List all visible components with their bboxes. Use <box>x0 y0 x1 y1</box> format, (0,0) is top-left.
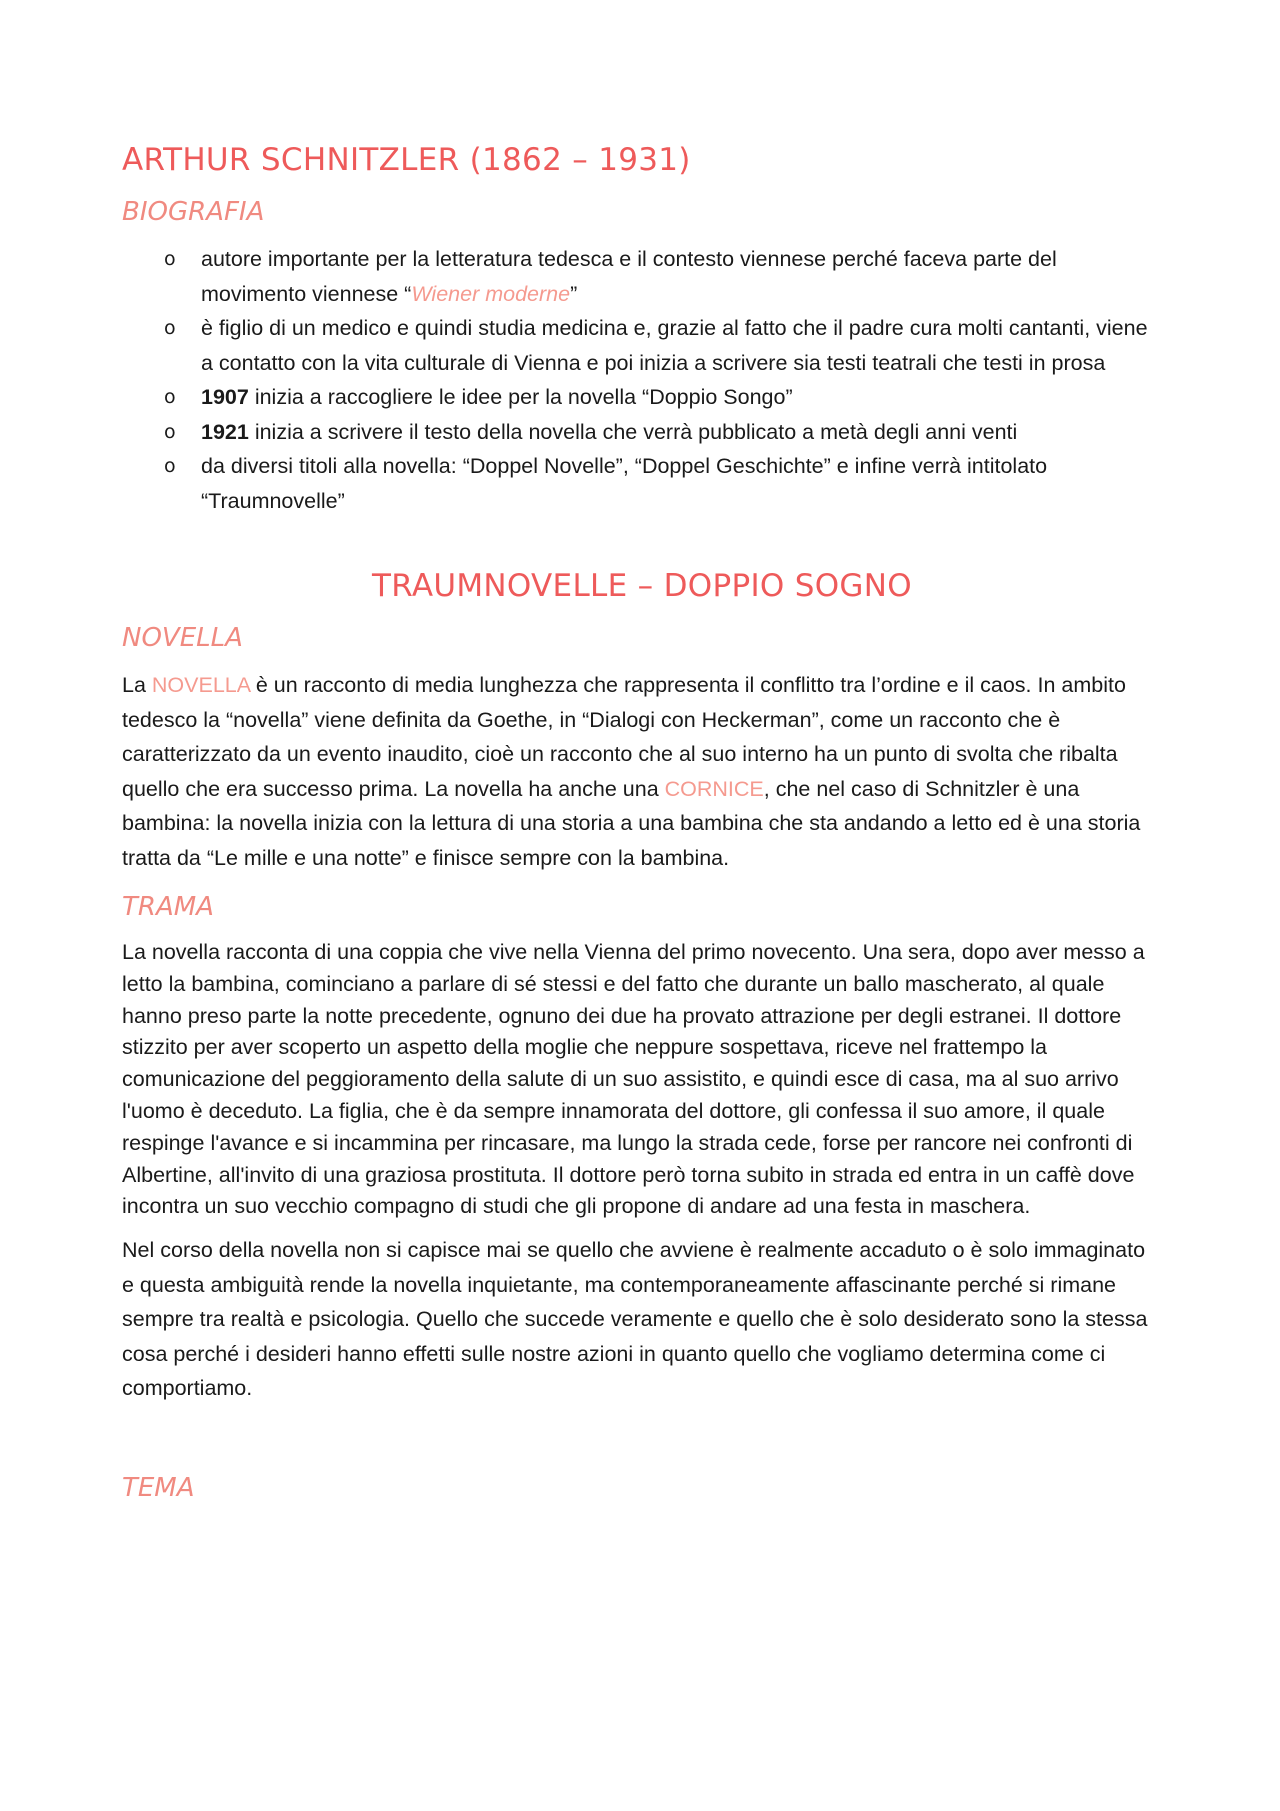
document-content <box>122 140 1162 1518</box>
section-heading-novella: NOVELLA <box>122 623 243 653</box>
section-heading-biografia: BIOGRAFIA <box>122 197 265 227</box>
bio-item-text: autore importante per la letteratura tedesca e il contesto viennese perché faceva parte del movimento viennese “ <box>201 247 1057 306</box>
document-title: ARTHUR SCHNITZLER (1862 – 1931) <box>122 142 691 178</box>
trama-paragraph-1: La novella racconta di una coppia che vive nella Vienna del primo novecento. Una sera, dopo aver messo a letto la bambina, cominciano a parlare di sé stessi e del fatto che durante un ballo mascherato, al quale hanno preso parte la notte precedente, ognuno dei due ha provato attrazione per degli estranei. Il dottore stizzito per aver scoperto un aspetto della moglie che neppure sospettava, riceve nel frattempo la comunicazione del peggioramento della salute di un suo assistito, e quindi esce di casa, ma al suo arrivo l'uomo è deceduto. La figlia, che è da sempre innamorata del dottore, gli confessa il suo amore, il quale respinge l'avance e si incammina per rincasare, ma lungo la strada cede, forse per rancore nei confronti di Albertine, all'invito di una graziosa prostituta. Il dottore però torna subito in strada ed entra in un caffè dove incontra un suo vecchio compagno di studi che gli propone di andare ad una festa in maschera. <box>122 940 1145 1219</box>
bio-item-text: ” <box>570 281 578 306</box>
keyword-cornice: CORNICE <box>664 776 764 801</box>
year-1907: 1907 <box>201 385 249 409</box>
novella-text: , che nel caso di Schnitzler è una bambina: la novella inizia con la lettura di una storia a una bambina che sta andando a letto ed è una storia tratta da “Le mille e una notte” e finisce sempre con la bambina. <box>122 776 1141 870</box>
biografia-list <box>122 242 1162 518</box>
main-title: TRAUMNOVELLE – DOPPIO SOGNO <box>372 568 912 604</box>
bullet-icon: o <box>164 386 176 408</box>
list-item <box>122 311 1162 380</box>
year-1921: 1921 <box>201 419 249 444</box>
list-item <box>122 449 1162 518</box>
bullet-icon: o <box>164 455 176 477</box>
section-heading-trama: TRAMA <box>122 892 214 922</box>
novella-paragraph <box>122 668 1162 875</box>
list-item <box>122 242 1162 311</box>
bio-item-text: da diversi titoli alla novella: “Doppel Novelle”, “Doppel Geschichte” e infine verrà intitolato “Traumnovelle” <box>201 454 1048 513</box>
keyword-novella: NOVELLA <box>151 673 250 697</box>
section-heading-tema: TEMA <box>122 1472 195 1503</box>
bio-item-text: inizia a scrivere il testo della novella che verrà pubblicato a metà degli anni venti <box>248 419 1018 444</box>
bullet-icon: o <box>164 317 176 339</box>
bio-item-text: inizia a raccogliere le idee per la novella “Doppio Songo” <box>248 385 793 409</box>
novella-text: è un racconto di media lunghezza che rappresenta il conflitto tra l’ordine e il caos. In ambito tedesco la “novella” viene definita da Goethe, in “Dialogi con Heckerman”, come un racconto che è caratterizzato da un evento inaudito, cioè un racconto che al suo interno ha un punto di svolta che ribalta quello che era successo prima. La novella ha anche una <box>122 673 1126 801</box>
bullet-icon: o <box>164 420 176 443</box>
bio-item-text: è figlio di un medico e quindi studia medicina e, grazie al fatto che il padre cura molti cantanti, viene a contatto con la vita culturale di Vienna e poi inizia a scrivere sia testi teatrali che testi in prosa <box>201 316 1148 375</box>
list-item <box>122 415 1162 450</box>
novella-text: La <box>122 673 152 697</box>
wiener-moderne-term: Wiener moderne <box>411 281 571 306</box>
trama-paragraph-2: Nel corso della novella non si capisce mai se quello che avviene è realmente accaduto o è solo immaginato e questa ambiguità rende la novella inquietante, ma contemporaneamente affascinante perché si rimane sempre tra realtà e psicologia. Quello che succede veramente e quello che è solo desiderato sono la stessa cosa perché i desideri hanno effetti sulle nostre azioni in quanto quello che vogliamo determina come ci comportiamo. <box>122 1238 1148 1401</box>
list-item <box>122 380 1162 415</box>
bullet-icon: o <box>164 248 176 270</box>
